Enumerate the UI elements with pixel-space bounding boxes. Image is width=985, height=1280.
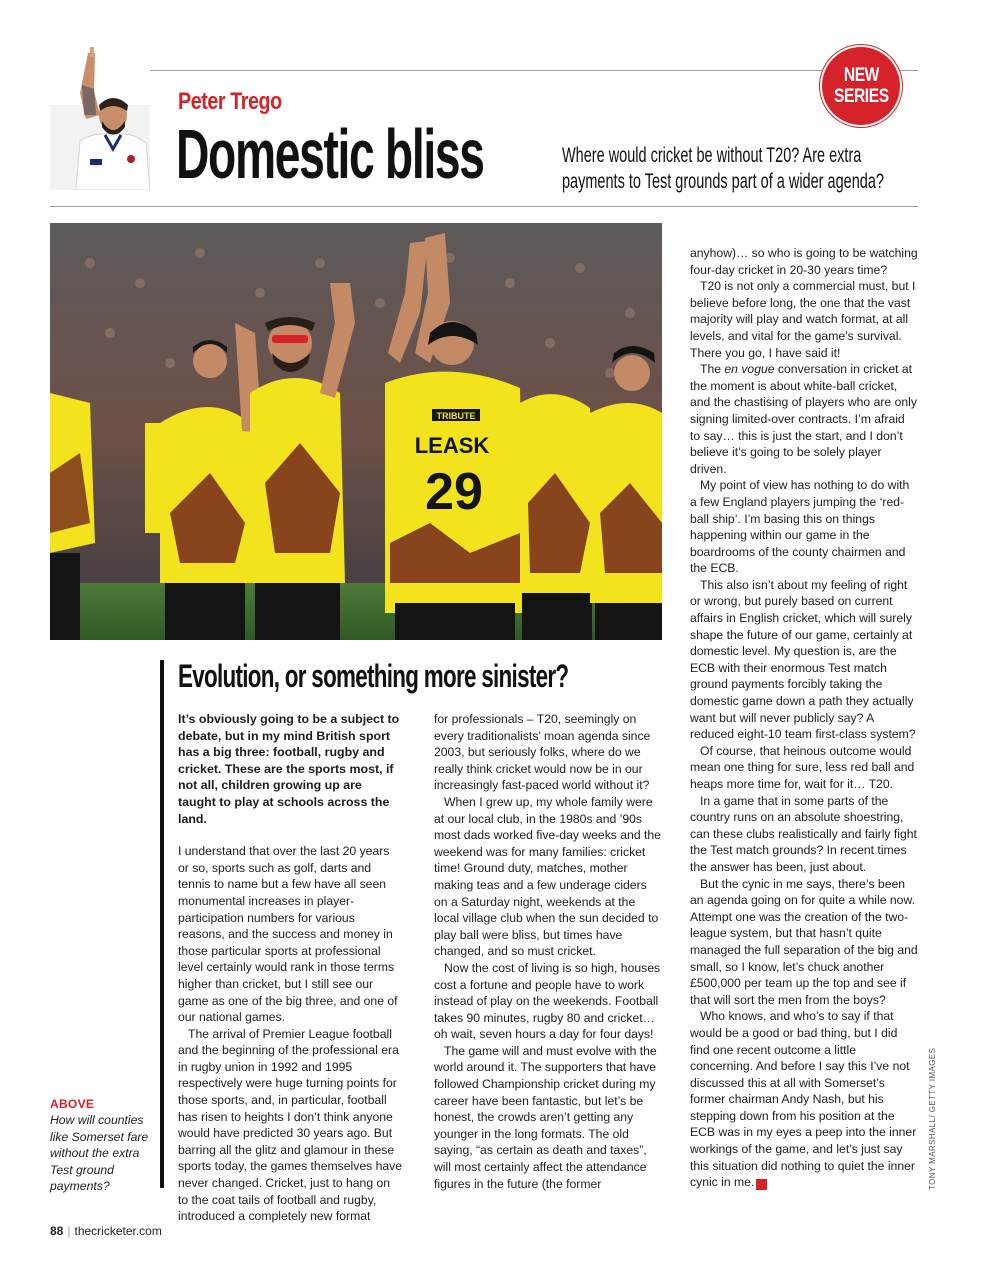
shirt-number-text: 29: [425, 463, 483, 521]
caption-label: ABOVE: [50, 1097, 95, 1111]
italic-phrase: en vogue: [724, 362, 775, 377]
page-footer: [50, 1224, 162, 1238]
shirt-sponsor-text: TRIBUTE: [436, 411, 476, 421]
author-name: Peter Trego: [178, 88, 282, 115]
body-text: Who knows, and who’s to say if that would be a good or bad thing, but I did find one recent outcome a little concerning. And before I say this I’ve not discussed this at all with Somerset’s former chairman Andy Nash, but his stepping down from his position at the ECB was in my eyes a peep into the inner workings of the game, and let’s just say this situation did nothing to quiet the inner cynic in me.: [690, 1009, 917, 1190]
body-text: conversation in cricket at the moment is about white-ball cricket, and the chastising of players who are only signing limited-over contracts. I’m afraid to say… this is just the start, and I don’t believe it’s going to be solely player driven.: [690, 362, 917, 476]
body-paragraph: Of course, that heinous outcome would mean one thing for sure, less red ball and heaps more time for, wait for it… T20.: [690, 743, 915, 791]
body-text: The: [700, 362, 725, 377]
body-paragraph: I understand that over the last 20 years or so, sports such as golf, darts and tennis to name but a few have all seen monumental increases in player-participation numbers for various reasons, and the success and money in those particular sports at professional level certainly would rank in those terms higher than cricket, but I still see our game as one of the big three, and one of our national games.: [178, 844, 398, 1025]
header-rule: [50, 206, 918, 207]
body-paragraph: The arrival of Premier League football and the beginning of the professional era in rugby union in 1992 and 1995 respectively were huge turning points for those sports, and, in particular, football has risen to heights I don’t think anyone would have predicted 30 years ago. But barring all the glitz and glamour in these sports today, the games themselves have never changed. Cricket, just to hang on to the coat tails of football and rugby, introduced a completely new format: [178, 1026, 403, 1224]
body-paragraph: My point of view has nothing to do with a few England players jumping the ‘red-ball ship’. I’m basing this on things happening within our game in the boardrooms of the county chairmen and the ECB.: [690, 478, 910, 576]
headline: Domestic bliss: [176, 115, 484, 193]
body-paragraph: T20 is not only a commercial must, but I believe before long, the one that the vast majority will play and watch format, at all levels, and vital for the game’s survival. There you go, I have said it!: [690, 279, 916, 360]
main-photo: [50, 223, 662, 640]
body-paragraph: [690, 1008, 918, 1191]
celebration-photo: [50, 223, 662, 640]
badge-line-1: NEW: [843, 65, 879, 86]
body-column-1: [178, 711, 403, 1225]
author-portrait-image: [50, 45, 150, 190]
body-paragraph: anyhow)… so who is going to be watching four-day cricket in 20-30 years time?: [690, 246, 918, 277]
body-paragraph: [690, 361, 918, 477]
photo-credit: TONY MARSHALL/ GETTY IMAGES: [928, 1047, 937, 1190]
top-rule: [50, 70, 918, 71]
body-paragraph: In a game that in some parts of the country runs on an absolute shoestring, can these clubs realistically and fairly fight the Test match grounds? In recent times the answer has been, just about.: [690, 793, 917, 874]
body-paragraph: This also isn’t about my feeling of right or wrong, but purely based on current affairs in English cricket, which will surely shape the future of our game, certainly at domestic level. My question is, are the ECB with their enormous Test match ground payments forcibly taking the domestic game down a path they actually want but will never publicly say? A reduced eight-10 team first-class system?: [690, 577, 916, 742]
footer-separator: |: [67, 1224, 71, 1238]
body-paragraph: for professionals – T20, seemingly on every traditionalists’ moan agenda since 2003, but seriously folks, where do we really think cricket would now be in our increasingly fast-paced world without it?: [434, 712, 651, 793]
subhead-rule: [160, 660, 164, 1188]
shirt-name-text: LEASK: [414, 433, 490, 458]
photo-caption: [50, 1096, 150, 1195]
body-column-2: [434, 711, 662, 1192]
body-paragraph: But the cynic in me says, there’s been an agenda going on for quite a while now. Attempt one was the creation of the two-league system, but that hasn’t quite managed the full separation of the big and small, so I know, let’s chuck another £500,000 per team up the top and see if that will sort the men from the boys?: [690, 876, 918, 1007]
caption-text: How will counties like Somerset fare without the extra Test ground payments?: [50, 1113, 149, 1194]
body-paragraph: Now the cost of living is so high, houses cost a fortune and people have to work instead of play on the weekends. Football takes 90 minutes, rugby 80 and cricket… oh wait, seven hours a day for four days!: [434, 960, 661, 1042]
badge-line-2: SERIES: [833, 86, 889, 107]
body-paragraph: The game will and must evolve with the world around it. The supporters that have followed Championship cricket during my career have been fantastic, but let’s be honest, the crowds aren’t getting any younger in the long formats. The old saying, “as certain as death and taxes”, will most certainly affect the attendance figures in the future (the former: [434, 1043, 657, 1191]
end-of-article-icon: ▲: [756, 1179, 767, 1190]
new-series-badge: [822, 47, 900, 125]
standfirst: Where would cricket be without T20? Are extra payments to Test grounds part of a wider agenda?: [562, 144, 884, 193]
body-column-3: [690, 245, 918, 1191]
subhead: Evolution, or something more sinister?: [178, 658, 569, 694]
body-paragraph: When I grew up, my whole family were at our local club, in the 1980s and ’90s most dads worked five-day weeks and the weekend was for many families: cricket time! Ground duty, matches, mother making teas and a few underage ciders on a Saturday night, weekends at the local village club when the sun decided to play ball were bliss, but times have changed, and so must cricket.: [434, 794, 661, 959]
page-number: 88: [50, 1224, 64, 1238]
footer-site[interactable]: thecricketer.com: [74, 1224, 162, 1238]
intro-paragraph: It’s obviously going to be a subject to debate, but in my mind British sport has a big three: football, rugby and cricket. These are the sports most, if not all, children growing up are taught to play at schools across the land.: [178, 712, 400, 826]
author-photo: [50, 45, 150, 190]
